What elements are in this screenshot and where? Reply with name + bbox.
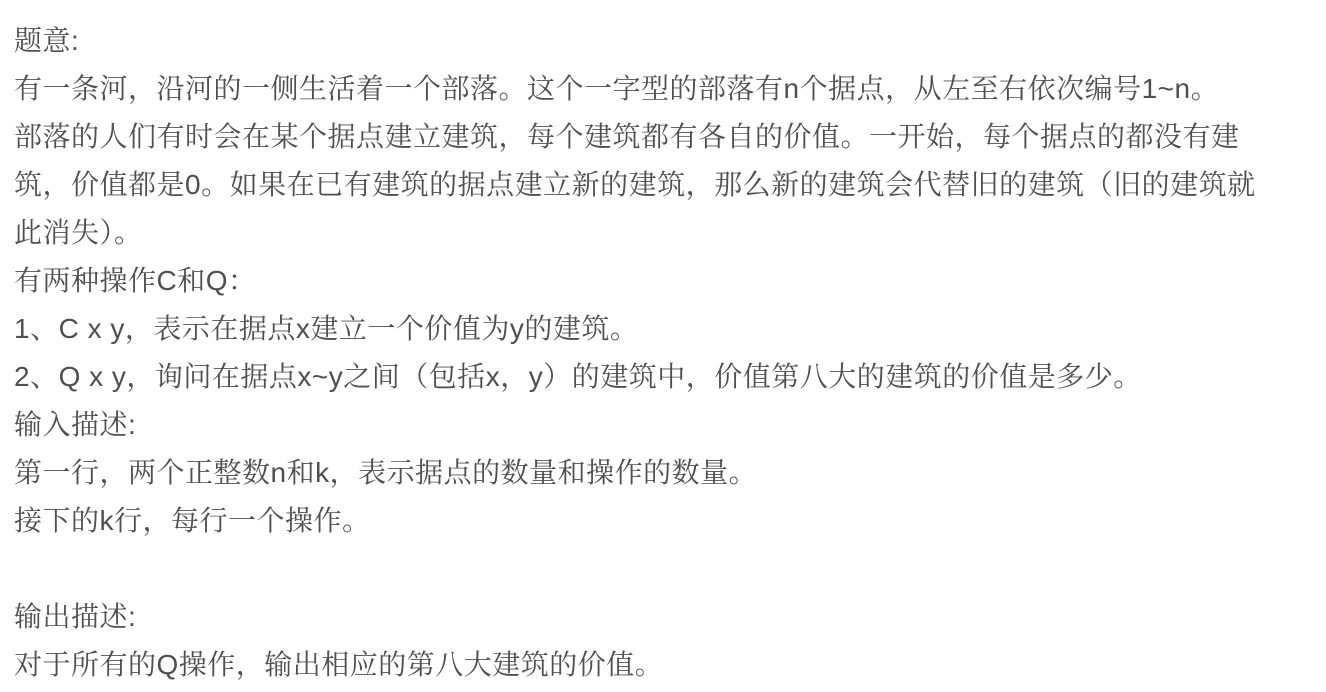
text-line: 筑，价值都是0。如果在已有建筑的据点建立新的建筑，那么新的建筑会代替旧的建筑（旧的建筑就	[14, 169, 1256, 200]
text-line: 部落的人们有时会在某个据点建立建筑，每个建筑都有各自的价值。一开始，每个据点的都没有建	[14, 121, 1240, 152]
operation-q-line: 2、Q x y，询问在据点x~y之间（包括x，y）的建筑中，价值第八大的建筑的价值是多少。	[14, 361, 1142, 392]
problem-section-title: 题意:	[14, 25, 80, 56]
text-line: 接下的k行，每行一个操作。	[14, 505, 371, 536]
output-section-title: 输出描述:	[14, 601, 137, 632]
text-line: 此消失）。	[14, 217, 143, 248]
text-line: 对于所有的Q操作，输出相应的第八大建筑的价值。	[14, 649, 664, 680]
blank-line	[14, 545, 1312, 593]
operation-c-line: 1、C x y，表示在据点x建立一个价值为y的建筑。	[14, 313, 639, 344]
input-section-title: 输入描述:	[14, 409, 137, 440]
text-line: 有一条河，沿河的一侧生活着一个部落。这个一字型的部落有n个据点，从左至右依次编号1~n。	[14, 73, 1220, 104]
text-line: 有两种操作C和Q：	[14, 265, 257, 296]
text-line: 第一行，两个正整数n和k，表示据点的数量和操作的数量。	[14, 457, 758, 488]
